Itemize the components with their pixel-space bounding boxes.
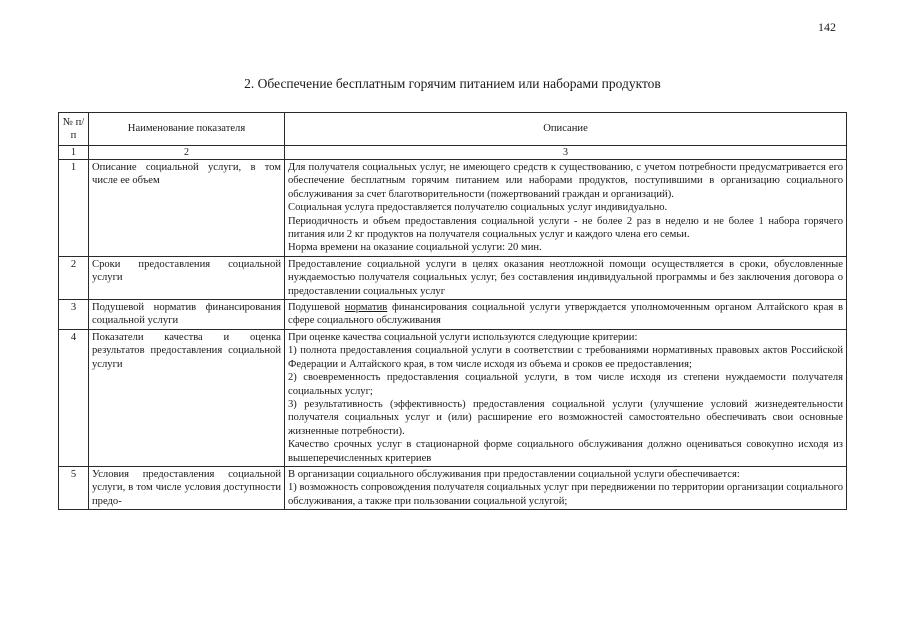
indicator-name: Описание социальной услуги, в том числе ее объем [89, 160, 285, 257]
row-number: 3 [59, 300, 89, 330]
description-paragraph: 1) полнота предоставления социальной услуги в соответствии с требованиями нормативных правовых актов Российской Федерации и Алтайского края, в том числе исходя из объема и сроков ее предоставления; [288, 345, 843, 370]
description-text: финансирования социальной услуги утверждается уполномоченным органом Алтайского края в сфере социального обслуживания [288, 302, 843, 327]
description-text: Подушевой [288, 302, 345, 314]
description-paragraph: Социальная услуга предоставляется получателю социальных услуг индивидуально. [288, 202, 668, 214]
column-number-row [59, 146, 847, 160]
row-number: 4 [59, 329, 89, 466]
services-table [58, 112, 847, 510]
table-row [59, 256, 847, 299]
indicator-description [285, 256, 847, 299]
table-row [59, 329, 847, 466]
column-number: 2 [89, 146, 285, 160]
page-number: 142 [818, 20, 836, 34]
indicator-description [285, 466, 847, 509]
indicator-description [285, 329, 847, 466]
indicator-description [285, 300, 847, 330]
description-paragraph: Для получателя социальных услуг, не имеющего средств к существованию, с учетом потребности предусматривается его обеспечение бесплатным горячим питанием или наборами продуктов, поступившими в организацию социального обслуживания за счет благотворительности (пожертвований граждан и организаций). [288, 162, 843, 200]
underlined-term: норматив [344, 302, 388, 314]
document-title: 2. Обеспечение бесплатным горячим питанием или наборами продуктов [244, 76, 661, 91]
table-header-row [59, 113, 847, 146]
table-row [59, 466, 847, 509]
indicator-name: Подушевой норматив финансирования социальной услуги [89, 300, 285, 330]
description-paragraph: В организации социального обслуживания при предоставлении социальной услуги обеспечивается: [288, 468, 740, 480]
row-number: 2 [59, 256, 89, 299]
table-row [59, 300, 847, 330]
description-paragraph: 1) возможность сопровождения получателя социальных услуг при передвижении по территории организации социального обслуживания, а также при пользовании социальной услугой; [288, 482, 843, 507]
description-paragraph: Предоставление социальной услуги в целях оказания неотложной помощи осуществляется в сроки, обусловленные нуждаемостью получателя социальных услуг, без составления индивидуальной программы и без заключения договора о предоставлении социальных услуг [288, 258, 843, 297]
row-number: 5 [59, 466, 89, 509]
description-paragraph: Периодичность и объем предоставления социальной услуги - не более 2 раз в неделю и не более 1 набора горячего питания или 2 кг продуктов на получателя социальных услуг и каждого члена его семьи. [288, 215, 843, 241]
description-paragraph: Качество срочных услуг в стационарной форме социального обслуживания должно оцениваться совокупно исходя из вышеперечисленных критериев [288, 439, 843, 464]
indicator-name: Показатели качества и оценка результатов предоставления социальной услуги [89, 329, 285, 466]
description-paragraph: При оценке качества социальной услуги используются следующие критерии: [288, 331, 638, 343]
description-paragraph [288, 301, 843, 328]
header-num: № п/п [59, 113, 89, 146]
header-desc: Описание [285, 113, 847, 146]
indicator-description [285, 160, 847, 257]
column-number: 3 [285, 146, 847, 160]
header-name: Наименование показателя [89, 113, 285, 146]
description-paragraph: 2) своевременность предоставления социальной услуги, в том числе исходя из степени нуждаемости получателя социальных услуг; [288, 372, 843, 397]
description-paragraph: Норма времени на оказание социальной услуги: 20 мин. [288, 242, 542, 254]
column-number: 1 [59, 146, 89, 160]
description-paragraph: 3) результативность (эффективность) предоставления социальной услуги (улучшение условий жизнедеятельности получателя социальных услуг и (или) расширение его возможностей самостоятельно обеспечивать свои основные жизненные потребности). [288, 398, 843, 437]
table-row [59, 160, 847, 257]
row-number: 1 [59, 160, 89, 257]
indicator-name: Сроки предоставления социальной услуги [89, 256, 285, 299]
indicator-name: Условия предоставления социальной услуги, в том числе условия доступности предо- [89, 466, 285, 509]
